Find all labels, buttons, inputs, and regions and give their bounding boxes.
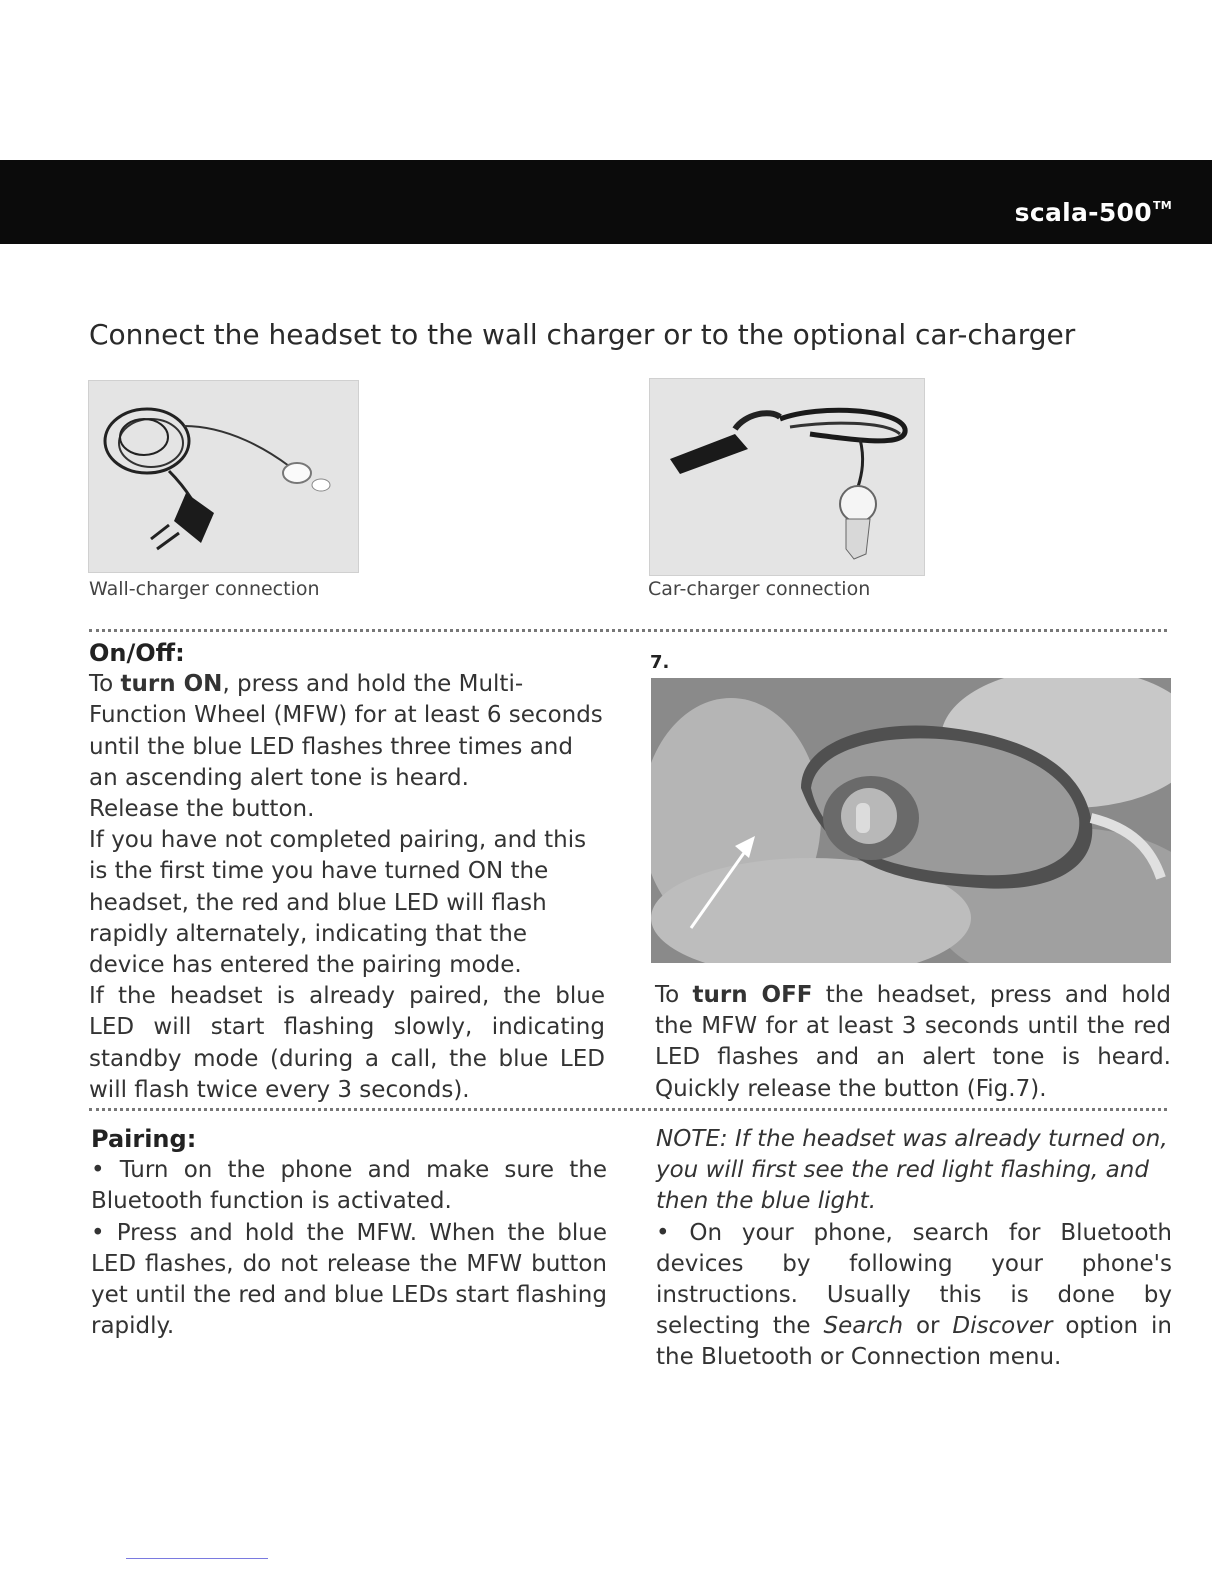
footer-rule <box>126 1558 268 1559</box>
car-charger-photo <box>649 378 925 576</box>
onoff-turn-on-text: To turn ON, press and hold the Multi-Function Wheel (MFW) for at least 6 seconds until the blue LED flashes three times and an ascending alert tone is heard. <box>89 671 603 791</box>
onoff-standby-text: If the headset is already paired, the blue LED will start flashing slowly, indicating standby mode (during a call, the blue LED will flash twice every 3 seconds). <box>89 983 605 1103</box>
car-charger-caption: Car-charger connection <box>648 578 871 600</box>
onoff-section <box>89 638 605 1106</box>
pairing-title: Pairing: <box>91 1125 197 1153</box>
wall-charger-caption: Wall-charger connection <box>89 578 320 600</box>
brand-logo: scala-500™ <box>1014 198 1172 227</box>
figure-7-photo <box>651 678 1171 963</box>
section-divider <box>89 629 1167 632</box>
pairing-note: NOTE: If the headset was already turned on, you will first see the red light flashing, and then the blue light. <box>656 1126 1168 1215</box>
figure-7-label: 7. <box>650 652 670 673</box>
pairing-bullet-3: • On your phone, search for Bluetooth devices by following your phone's instructions. Usually this is done by selecting the Search or Discover option in the Bluetooth or Connection menu. <box>656 1219 1172 1371</box>
pairing-section <box>91 1124 607 1342</box>
onoff-release-text: Release the button. <box>89 796 315 823</box>
page-title: Connect the headset to the wall charger or to the optional car-charger <box>89 318 1076 351</box>
onoff-title: On/Off: <box>89 639 185 667</box>
section-divider-2 <box>89 1108 1167 1111</box>
pairing-bullet-1: • Turn on the phone and make sure the Bluetooth function is activated. <box>91 1157 607 1215</box>
turn-off-text: To turn OFF the headset, press and hold the MFW for at least 3 seconds until the red LED flashes and an alert tone is heard. Quickly release the button (Fig.7). <box>655 982 1171 1102</box>
wall-charger-photo <box>88 380 359 573</box>
header-banner <box>0 160 1212 244</box>
pairing-section-continued <box>656 1124 1172 1374</box>
onoff-pairing-mode-text: If you have not completed pairing, and this is the first time you have turned ON the headset, the red and blue LED will flash rapidly alternately, indicating that the device has entered the pairing mode. <box>89 827 587 979</box>
pairing-bullet-2: • Press and hold the MFW. When the blue LED flashes, do not release the MFW button yet until the red and blue LEDs start flashing rapidly. <box>91 1219 607 1340</box>
